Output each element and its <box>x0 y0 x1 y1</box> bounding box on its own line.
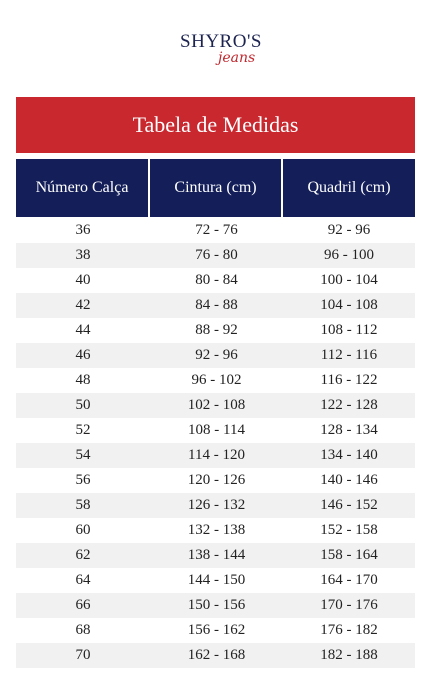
waist-cell: 80 - 84 <box>195 272 238 288</box>
waist-cell: 132 - 138 <box>187 522 246 538</box>
hip-cell: 104 - 108 <box>320 297 378 313</box>
size-cell: 44 <box>75 322 91 338</box>
waist-cell: 96 - 102 <box>191 372 242 388</box>
size-cell: 40 <box>75 272 91 288</box>
hip-cell: 96 - 100 <box>324 247 374 263</box>
table-row <box>16 518 415 543</box>
table-row <box>16 293 415 318</box>
waist-cell: 156 - 162 <box>187 622 246 638</box>
waist-cell: 144 - 150 <box>187 572 246 588</box>
hip-cell: 122 - 128 <box>320 397 378 413</box>
table-header <box>16 159 415 217</box>
table-row <box>16 243 415 268</box>
header-waist: Cintura (cm) <box>150 159 281 217</box>
waist-cell: 84 - 88 <box>195 297 238 313</box>
table-row <box>16 443 415 468</box>
size-cell: 42 <box>75 297 91 313</box>
waist-cell: 162 - 168 <box>187 647 246 663</box>
waist-cell: 92 - 96 <box>195 347 238 363</box>
waist-cell: 102 - 108 <box>187 397 246 413</box>
table-row <box>16 543 415 568</box>
table-row <box>16 568 415 593</box>
header-size: Número Calça <box>16 159 148 217</box>
header-hip: Quadril (cm) <box>283 159 415 217</box>
hip-cell: 146 - 152 <box>320 497 378 513</box>
table-row <box>16 343 415 368</box>
table-body <box>16 218 415 668</box>
hip-cell: 164 - 170 <box>320 572 378 588</box>
size-cell: 46 <box>75 347 91 363</box>
hip-cell: 152 - 158 <box>320 522 378 538</box>
brand-subtitle: jeans <box>218 50 256 66</box>
size-cell: 68 <box>75 622 91 638</box>
waist-cell: 88 - 92 <box>195 322 238 338</box>
hip-cell: 128 - 134 <box>320 422 378 438</box>
size-cell: 66 <box>75 597 91 613</box>
hip-cell: 108 - 112 <box>320 322 378 338</box>
waist-cell: 72 - 76 <box>195 222 238 238</box>
hip-cell: 182 - 188 <box>320 647 378 663</box>
hip-cell: 92 - 96 <box>327 222 371 238</box>
waist-cell: 138 - 144 <box>187 547 246 563</box>
table-row <box>16 393 415 418</box>
waist-cell: 114 - 120 <box>188 447 245 463</box>
hip-cell: 134 - 140 <box>320 447 378 463</box>
size-cell: 50 <box>75 397 91 413</box>
waist-cell: 120 - 126 <box>187 472 246 488</box>
waist-cell: 76 - 80 <box>195 247 238 263</box>
size-cell: 52 <box>75 422 91 438</box>
size-cell: 58 <box>75 497 91 513</box>
table-row <box>16 418 415 443</box>
table-row <box>16 218 415 243</box>
table-row <box>16 368 415 393</box>
brand-logo <box>0 32 432 74</box>
table-title: Tabela de Medidas <box>16 97 415 153</box>
size-cell: 54 <box>75 447 91 463</box>
brand-name: SHYRO'S <box>180 31 262 52</box>
size-cell: 62 <box>75 547 91 563</box>
table-row <box>16 643 415 668</box>
size-cell: 70 <box>75 647 91 663</box>
hip-cell: 176 - 182 <box>320 622 378 638</box>
hip-cell: 140 - 146 <box>320 472 378 488</box>
hip-cell: 116 - 122 <box>320 372 378 388</box>
table-row <box>16 468 415 493</box>
size-cell: 60 <box>75 522 91 538</box>
hip-cell: 170 - 176 <box>320 597 378 613</box>
hip-cell: 100 - 104 <box>320 272 378 288</box>
waist-cell: 150 - 156 <box>187 597 246 613</box>
size-cell: 56 <box>75 472 91 488</box>
size-cell: 36 <box>75 222 91 238</box>
size-cell: 64 <box>75 572 91 588</box>
waist-cell: 108 - 114 <box>188 422 245 438</box>
table-row <box>16 268 415 293</box>
table-row <box>16 493 415 518</box>
hip-cell: 112 - 116 <box>320 347 378 363</box>
table-row <box>16 618 415 643</box>
size-cell: 38 <box>75 247 91 263</box>
waist-cell: 126 - 132 <box>187 497 246 513</box>
hip-cell: 158 - 164 <box>320 547 378 563</box>
table-row <box>16 318 415 343</box>
table-row <box>16 593 415 618</box>
size-cell: 48 <box>75 372 91 388</box>
